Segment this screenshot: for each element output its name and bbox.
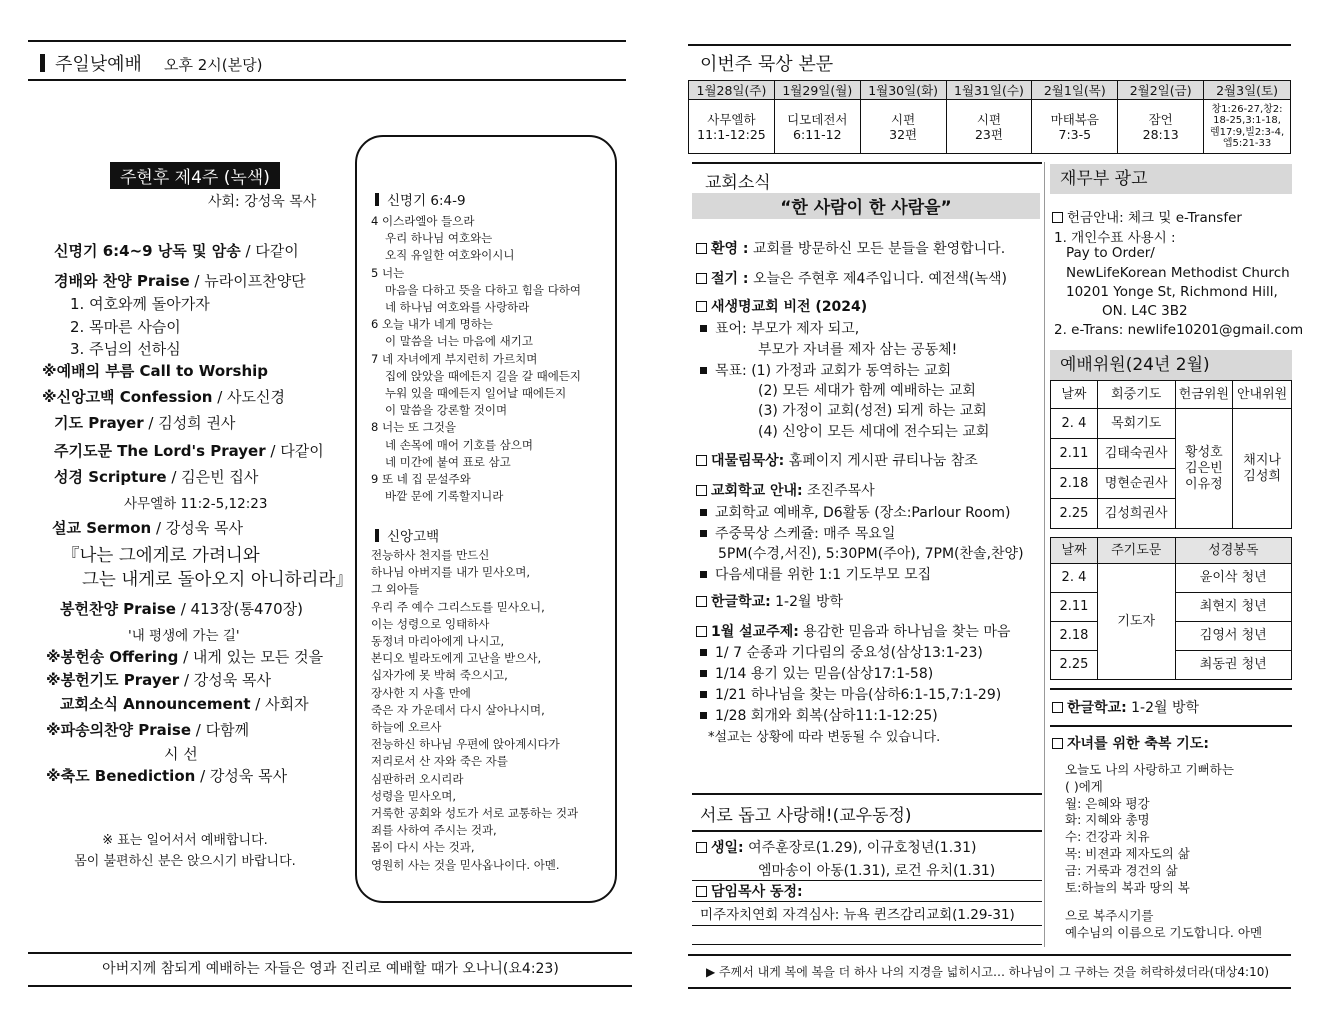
order-item: 설교 Sermon / 강성욱 목사 [52, 519, 244, 537]
checkbox-icon [696, 301, 707, 312]
notices-rule [692, 162, 1042, 164]
deuteronomy-text: 4 이스라엘아 들으라 우리 하나님 여호와는 오직 유일한 여호와이시니 5 너는 마음을 다하고 뜻을 다하고 힘을 다하여 네 하나님 여호와를 사랑하라 6 오늘 내가 네게 명하는 이 말씀을 너는 마음에 새기고 7 네 자녀에게 부지런히 가르치며 집에 앉았을 때에든지 길을 갈 때에든지 누워 있을 때에든지 일어날 때에든지 이 말씀을 강론할 것이며 8 너는 또 그것을 네 손목에 매어 기호를 삼으며 네 미간에 붙여 표로 삼고 9 또 네 집 문설주와 바깥 문에 기록할지니라 [371, 214, 582, 504]
deuteronomy-heading: 신명기 6:4-9 [375, 189, 466, 209]
meditation-schedule [688, 80, 1291, 154]
heading-bar [40, 54, 45, 72]
table-header: 주기도문 [1097, 538, 1175, 564]
season-title: 주현후 제4주 (녹색) [110, 162, 280, 189]
care-rule-top [692, 793, 1042, 795]
footer-rule-top-right [688, 954, 1291, 956]
table-cell: 2. 4 [1051, 409, 1098, 439]
bullet-icon [700, 691, 707, 698]
table-cell: 2.25 [1051, 651, 1098, 680]
checkbox-icon [696, 485, 707, 496]
footer-rule-bottom-right [688, 987, 1291, 989]
worship-header [40, 50, 262, 76]
vision-motto-2: 부모가 자녀를 제자 삼는 공동체! [758, 342, 958, 358]
checkbox-icon [696, 626, 707, 637]
notices-title: 교회소식 [705, 173, 771, 193]
child-prayer-heading: 자녀를 위한 축복 기도: [1052, 733, 1209, 753]
header-rule-left [28, 79, 626, 81]
seated-note: 몸이 불편하신 분은 앉으시기 바랍니다. [74, 854, 296, 869]
order-item: 봉헌찬양 Praise / 413장(통470장) [60, 600, 303, 618]
worship-host: 사회: 강성욱 목사 [208, 194, 317, 210]
checkbox-icon [696, 842, 707, 853]
sermon-title-line1: 『나는 그에게로 가려니와 [62, 546, 260, 566]
bullet-icon [700, 530, 707, 537]
checkbox-icon [696, 455, 707, 466]
table-cell: 2.25 [1051, 499, 1098, 529]
vision-goal: (3) 가정이 교회(성전) 되게 하는 교회 [758, 403, 987, 419]
schedule-day: 1월29일(월) [774, 81, 860, 100]
care-divider [692, 901, 1042, 902]
top-rule-left [28, 40, 626, 42]
footer-rule-top-left [28, 952, 632, 954]
order-item: 사무엘하 11:2-5,12:23 [124, 496, 268, 512]
standing-note: ※ 표는 일어서서 예배합니다. [102, 833, 268, 848]
table-cell: 최현지 청년 [1175, 593, 1291, 622]
order-item: 2. 목마른 사슴이 [70, 318, 181, 336]
order-item: 신명기 6:4~9 낭독 및 암송 / 다같이 [54, 242, 299, 260]
notice-sermon-theme: 1월 설교주제: 용감한 믿음과 하나님을 찾는 마음 [696, 621, 1010, 641]
care-rule-bottom [692, 830, 1042, 832]
schedule-passage: 창1:26-27,창2: 18-25,3:1-18, 렘17:9,빌2:3-4, 엡5:21-33 [1204, 100, 1291, 154]
schedule-passage: 시편 32편 [860, 100, 946, 154]
meditation-title: 이번주 묵상 본문 [700, 54, 834, 75]
table-header: 날짜 [1051, 538, 1098, 564]
creed-text: 전능하사 천지를 만드신 하나님 아버지를 내가 믿사오며, 그 외아들 우리 주 예수 그리스도를 믿사오니, 이는 성령으로 잉태하사 동정녀 마리아에게 나시고, 본디오 빌라도에게 고난을 받으사, 십자가에 못 박혀 죽으시고, 장사한 지 사흘 만에 죽은 자 가운데서 다시 살아나시며, 하늘에 오르사 전능하신 하나님 우편에 앉아계시다가 저리로서 산 자와 죽은 자를 심판하러 오시리라 성령을 믿사오며, 거룩한 공회와 성도가 서로 교통하는 것과 죄를 사하여 주시는 것과, 몸이 다시 사는 것과, 영원히 사는 것을 믿사옵나이다. 아멘. [371, 548, 579, 872]
child-prayer-end: 으로 복주시기를 [1065, 908, 1154, 923]
schedule-passage: 시편 23편 [946, 100, 1032, 154]
care-title: 서로 돕고 사랑해!(교우동정) [700, 806, 912, 826]
schedule-day: 2월2일(금) [1118, 81, 1204, 100]
vision-goal: 목표: (1) 가정과 교회가 동역하는 교회 [700, 360, 951, 380]
vision-goal: (4) 신앙이 모든 세대에 전수되는 교회 [758, 424, 990, 440]
table-cell: 명현순권사 [1097, 469, 1175, 499]
korean-school-note: 한글학교: 1-2월 방학 [1052, 697, 1199, 717]
finance-offering: 헌금안내: 체크 및 e-Transfer [1052, 206, 1242, 226]
schedule-day: 1월28일(주) [689, 81, 775, 100]
column-separator [1044, 162, 1045, 947]
order-item: 주기도문 The Lord's Prayer / 다같이 [54, 442, 324, 460]
checkbox-icon [696, 243, 707, 254]
readers-table [1050, 537, 1292, 680]
schedule-passage: 마태복음 7:3-5 [1032, 100, 1118, 154]
lords-prayer-leader: 기도자 [1097, 564, 1175, 680]
bullet-icon [700, 649, 707, 656]
footer-verse-left: 아버지께 참되게 예배하는 자들은 영과 진리로 예배할 때가 오나니(요4:23) [102, 961, 559, 977]
order-item: 경배와 찬양 Praise / 뉴라이프찬양단 [54, 272, 306, 290]
order-item: 기도 Prayer / 김성희 권사 [54, 414, 236, 432]
sermon-item: 1/14 용기 있는 믿음(삼상17:1-58) [700, 663, 933, 683]
officers-table [1050, 380, 1292, 529]
finance-line: 2. e-Trans: newlife10201@gmail.com [1054, 322, 1304, 338]
finance-line: 10201 Yonge St, Richmond Hill, [1066, 284, 1278, 300]
scripture-creed-box [355, 135, 617, 903]
footer-rule-bottom-left [28, 985, 632, 987]
sermon-item: 1/21 하나님을 찾는 마음(삼하6:1-15,7:1-29) [700, 684, 1001, 704]
finance-line: 1. 개인수표 사용시 : [1054, 230, 1176, 246]
sermon-item: 1/ 7 순종과 기다림의 중요성(삼상13:1-23) [700, 642, 983, 662]
school-item: 교회학교 예배후, D6활동 (장소:Parlour Room) [700, 502, 1010, 522]
order-item: 시 선 [164, 745, 198, 763]
care-birthdays-2: 엠마송이 아동(1.31), 로건 유치(1.31) [758, 863, 996, 879]
table-cell: 2.18 [1051, 469, 1098, 499]
order-item: ※봉헌송 Offering / 내게 있는 모든 것을 [46, 648, 324, 666]
bullet-icon [700, 712, 707, 719]
schedule-day: 2월1일(목) [1032, 81, 1118, 100]
table-cell: 김영서 청년 [1175, 622, 1291, 651]
schedule-day: 1월31일(수) [946, 81, 1032, 100]
child-prayer-end: 예수님의 이름으로 기도합니다. 아멘 [1065, 925, 1263, 940]
notice-vision: 새생명교회 비전 (2024) [696, 296, 867, 316]
notice-welcome: 환영 : 교회를 방문하신 모든 분들을 환영합니다. [696, 238, 1005, 258]
table-header: 성경봉독 [1175, 538, 1291, 564]
bullet-icon [700, 571, 707, 578]
order-item: 교회소식 Announcement / 사회자 [60, 695, 309, 713]
table-header: 회중기도 [1097, 381, 1175, 409]
ushers: 채지나 김성희 [1233, 409, 1292, 529]
child-prayer-text: 오늘도 나의 사랑하고 기뻐하는 ( )에게 월: 은혜와 평강 화: 지혜와 총명 수: 건강과 치유 목: 비젼과 제자도의 삶 금: 거룩과 경건의 삶 토:하늘의 복과 땅의 복 [1065, 762, 1234, 895]
table-cell: 2.11 [1051, 439, 1098, 469]
order-item: ※신앙고백 Confession / 사도신경 [42, 388, 286, 406]
notice-season: 절기 : 오늘은 주현후 제4주입니다. 예전색(녹색) [696, 268, 1007, 288]
table-header: 헌금위원 [1175, 381, 1233, 409]
order-item: ※예배의 부름 Call to Worship [42, 362, 269, 380]
notice-qt: 대물림묵상: 홈페이지 게시판 큐티나눔 참조 [696, 450, 978, 470]
bullet-icon [700, 367, 707, 374]
bullet-icon [700, 509, 707, 516]
order-item: 3. 주님의 선하심 [70, 340, 181, 358]
worship-notes [40, 830, 330, 872]
order-item: 성경 Scripture / 김은빈 집사 [54, 468, 259, 486]
offering-members: 황성호 김은빈 이유정 [1175, 409, 1233, 529]
notice-korean-school: 한글학교: 1-2월 방학 [696, 591, 843, 611]
top-rule-right [688, 44, 1291, 46]
right-divider [1050, 725, 1292, 727]
order-item: ※봉헌기도 Prayer / 강성욱 목사 [46, 671, 271, 689]
footer-verse-right: ▶ 주께서 내게 복에 복을 더 하사 나의 지경을 넓히시고… 하나님이 그 구하는 것을 허락하셨더라(대상4:10) [706, 965, 1270, 979]
care-divider [692, 944, 1042, 945]
schedule-day: 2월3일(토) [1204, 81, 1291, 100]
care-birthdays: 생일: 여주훈장로(1.29), 이규호청년(1.31) [696, 837, 976, 857]
table-cell: 2. 4 [1051, 564, 1098, 593]
school-item: 5PM(수경,서진), 5:30PM(주아), 7PM(찬솔,찬양) [718, 546, 1024, 562]
finance-line: Pay to Order/ [1066, 245, 1155, 261]
sermon-note: *설교는 상황에 따라 변동될 수 있습니다. [708, 730, 941, 745]
creed-heading: 신앙고백 [375, 525, 439, 545]
table-cell: 2.18 [1051, 622, 1098, 651]
sermon-title-line2: 그는 내게로 돌아오지 아니하리라』 [82, 570, 353, 590]
checkbox-icon [1052, 212, 1063, 223]
right-divider [1050, 688, 1292, 690]
table-cell: 최동권 청년 [1175, 651, 1291, 680]
table-cell: 윤이삭 청년 [1175, 564, 1291, 593]
care-divider [692, 925, 1042, 926]
schedule-passage: 잠언 28:13 [1118, 100, 1204, 154]
worship-title: 주일낮예배 [55, 54, 142, 75]
notice-church-school: 교회학교 안내: 조진주목사 [696, 480, 875, 500]
checkbox-icon [696, 596, 707, 607]
finance-line: ON. L4C 3B2 [1102, 303, 1188, 319]
school-item: 주중묵상 스케쥴: 매주 목요일 [700, 523, 895, 543]
finance-title: 재무부 광고 [1050, 164, 1292, 194]
table-cell: 목회기도 [1097, 409, 1175, 439]
notices-motto: “한 사람이 한 사람을” [692, 193, 1040, 219]
sermon-item: 1/28 회개와 회복(삼하11:1-12:25) [700, 705, 938, 725]
checkbox-icon [696, 273, 707, 284]
bullet-icon [700, 325, 707, 332]
bullet-icon [700, 670, 707, 677]
checkbox-icon [1052, 738, 1063, 749]
table-cell: 김성희권사 [1097, 499, 1175, 529]
table-header: 안내위원 [1233, 381, 1292, 409]
order-item: ※축도 Benediction / 강성욱 목사 [46, 767, 288, 785]
worship-time: 오후 2시(본당) [163, 56, 263, 74]
care-pastor: 담임목사 동정: [696, 881, 803, 901]
officers-title: 예배위원(24년 2월) [1050, 350, 1292, 380]
order-item: '내 평생에 가는 길' [128, 628, 240, 644]
table-cell: 2.11 [1051, 593, 1098, 622]
schedule-day: 1월30일(화) [860, 81, 946, 100]
table-cell: 김태숙권사 [1097, 439, 1175, 469]
table-header: 날짜 [1051, 381, 1098, 409]
care-pastor-text: 미주자치연회 자격심사: 뉴욕 퀸즈감리교회(1.29-31) [700, 907, 1015, 923]
vision-goal: (2) 모든 세대가 함께 예배하는 교회 [758, 383, 976, 399]
schedule-passage: 디모데전서 6:11-12 [774, 100, 860, 154]
order-item: ※파송의찬양 Praise / 다함께 [46, 721, 250, 739]
checkbox-icon [1052, 702, 1063, 713]
finance-line: NewLifeKorean Methodist Church [1066, 265, 1290, 281]
vision-motto: 표어: 부모가 제자 되고, [700, 318, 859, 338]
checkbox-icon [696, 886, 707, 897]
schedule-passage: 사무엘하 11:1-12:25 [689, 100, 775, 154]
school-item: 다음세대를 위한 1:1 기도부모 모집 [700, 564, 931, 584]
order-item: 1. 여호와께 돌아가자 [70, 295, 210, 313]
